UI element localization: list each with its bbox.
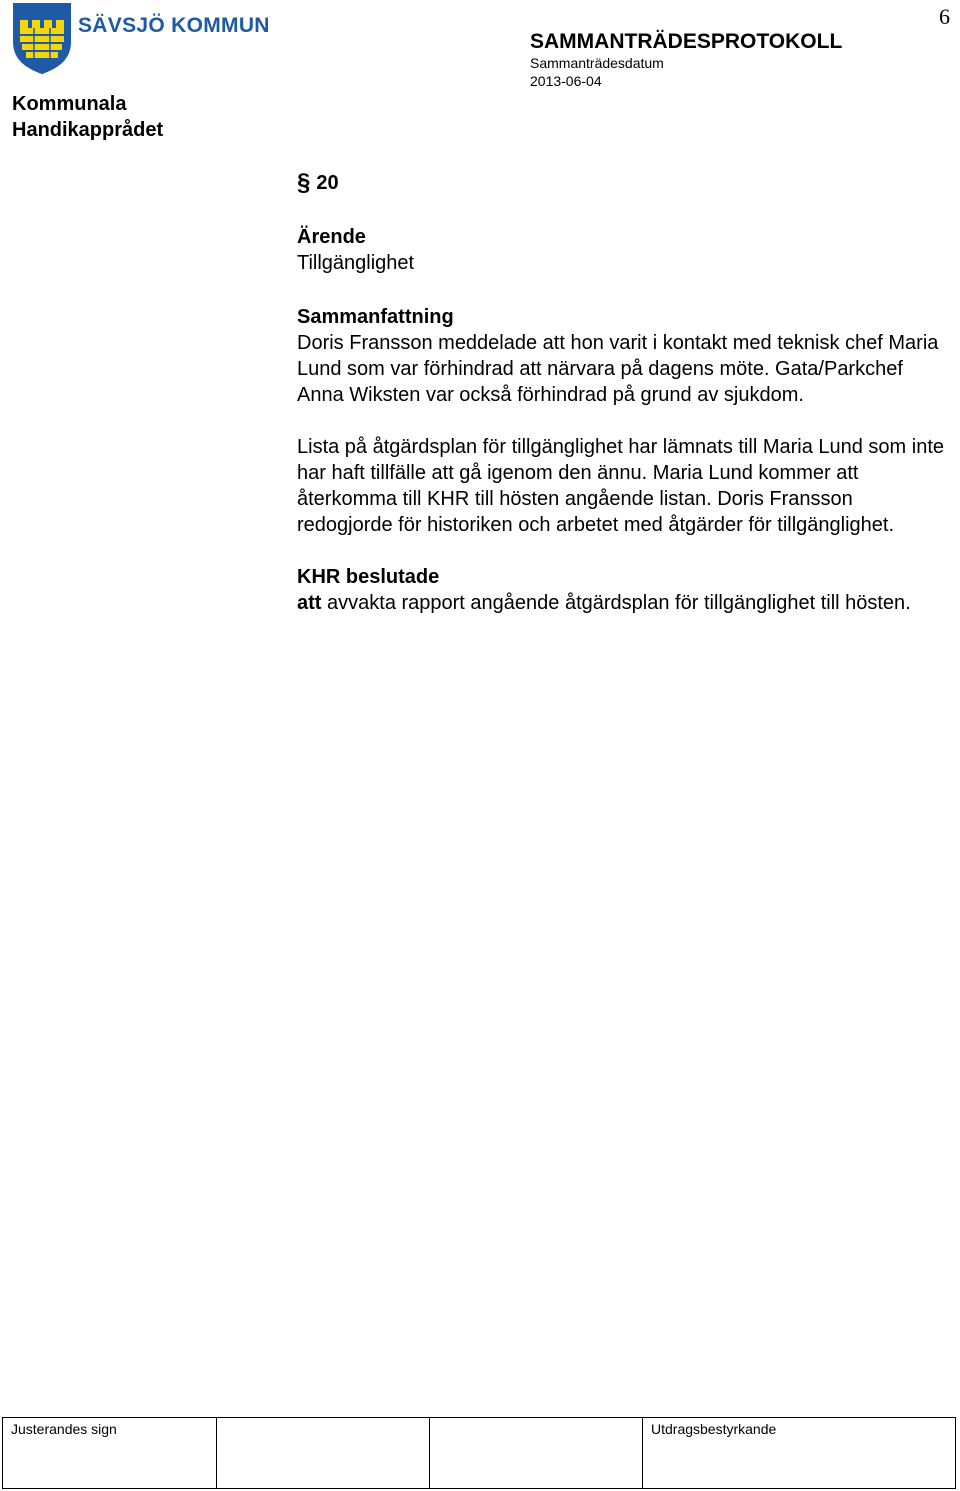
organization-name-line2: Handikapprådet <box>12 119 164 141</box>
page-number: 6 <box>939 4 950 29</box>
justerandes-sign-cell: Justerandes sign <box>3 1418 217 1488</box>
paragraph-number <box>297 170 947 196</box>
decision-body: avvakta rapport angående åtgärdsplan för tillgänglighet till hösten. <box>327 592 911 614</box>
meeting-date-value: 2013-06-04 <box>530 73 602 89</box>
municipality-name: SÄVSJÖ KOMMUN <box>78 14 270 37</box>
decision-keyword: att <box>297 592 322 614</box>
document-type: SAMMANTRÄDESPROTOKOLL <box>530 30 843 53</box>
section-symbol: § <box>297 169 311 196</box>
meeting-date-label: Sammanträdesdatum <box>530 55 664 71</box>
utdragsbestyrkande-cell: Utdragsbestyrkande <box>651 1421 777 1437</box>
coat-of-arms-icon <box>12 2 72 74</box>
signature-footer <box>2 1417 956 1489</box>
protocol-content <box>297 170 947 616</box>
decision-text <box>297 590 947 616</box>
summary-paragraph-1: Doris Fransson meddelade att hon varit i kontakt med teknisk chef Maria Lund som var förhindrad att närvara på dagens möte. Gata/Parkchef Anna Wiksten var också förhindrad på grund av sjukdom. <box>297 332 939 406</box>
decision-heading: KHR beslutade <box>297 566 440 588</box>
subject-heading: Ärende <box>297 226 366 248</box>
paragraph-number-value: 20 <box>316 172 339 194</box>
signature-cell-2 <box>217 1418 430 1488</box>
summary-paragraph-2: Lista på åtgärdsplan för tillgänglighet har lämnats till Maria Lund som inte har haft tillfälle att gå igenom den ännu. Maria Lund kommer att återkomma till KHR till hösten angående listan. Doris Fransson redogjorde för historiken och arbetet med åtgärder för tillgänglighet. <box>297 436 945 536</box>
subject-text: Tillgänglighet <box>297 252 415 274</box>
summary-heading: Sammanfattning <box>297 306 454 328</box>
signature-cell-3 <box>430 1418 643 1488</box>
organization-name-line1: Kommunala <box>12 93 127 115</box>
